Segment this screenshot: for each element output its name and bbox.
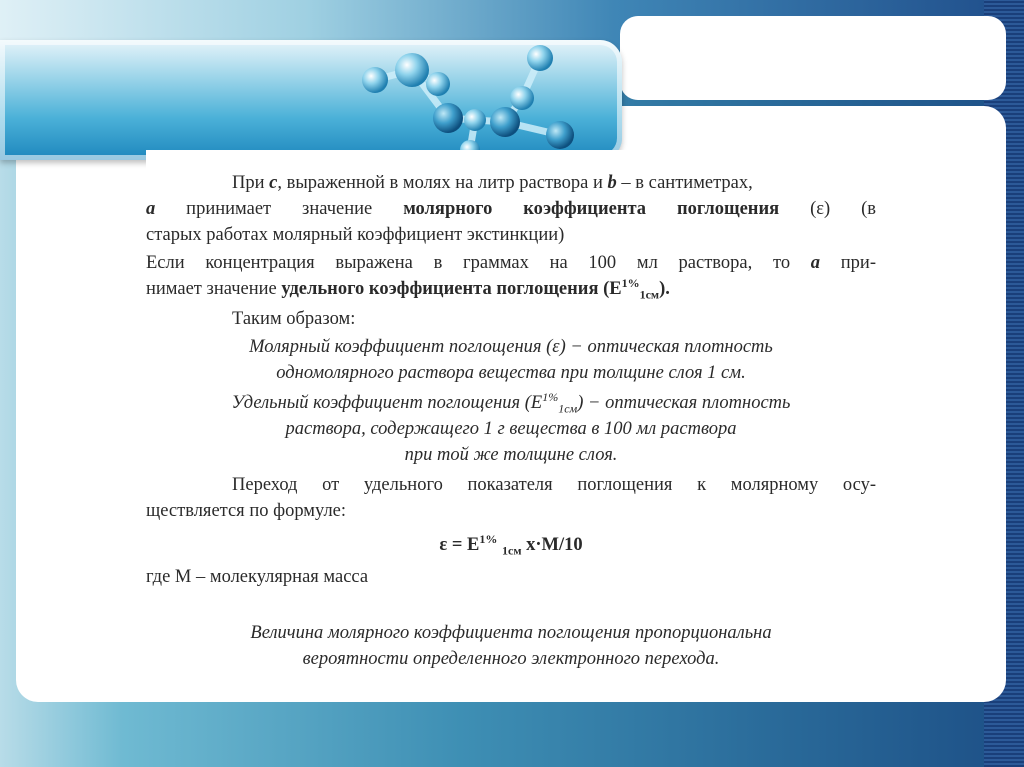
paragraph-specific-line1: Если концентрация выражена в граммах на 100 мл раствора, то a при- xyxy=(146,253,876,273)
paragraph-transition-line1: Переход от удельного показателя поглощения к молярному осу- xyxy=(232,475,876,495)
paragraph-transition-line2: ществляется по формуле: xyxy=(146,501,347,521)
paragraph-specific-line2: нимает значение удельного коэффициента поглощения $(Е^{1\%}_{1см})$. xyxy=(146,275,670,302)
conclusion-line2: вероятности определенного электронного перехода. xyxy=(302,649,720,669)
paragraph-molar-line1: При c, выраженной в молях на литр раствора и b – в сантиметрах, xyxy=(232,173,753,193)
definition-specific-line2: раствора, содержащего 1 г вещества в 100 мл раствора xyxy=(285,419,737,439)
paragraph-molecular-mass: где М – молекулярная масса xyxy=(146,567,369,587)
paragraph-molar-line3: старых работах молярный коэффициент экстинкции) xyxy=(146,225,565,245)
definition-molar-line2: одномолярного раствора вещества при толщине слоя 1 см. xyxy=(276,363,746,383)
paragraph-molar-line2: a принимает значение молярного коэффициента поглощения (ε) (в xyxy=(146,199,876,219)
header-white-bar xyxy=(620,16,1006,100)
definition-specific-line3: при той же толщине слоя. xyxy=(404,445,618,465)
molecule-icon xyxy=(0,40,622,160)
paragraph-thus: Таким образом: xyxy=(232,309,356,329)
conclusion-line1: Величина молярного коэффициента поглощения пропорциональна xyxy=(250,623,772,643)
formula: $\varepsilon = E^{1\%}$ $_{1см}$ x·M/10 xyxy=(439,531,583,558)
definition-molar-line1: Молярный коэффициент поглощения (ε) − оптическая плотность xyxy=(249,337,773,357)
document-page xyxy=(146,150,876,690)
definition-specific-line1: Удельный коэффициент поглощения $(Е^{1\%}_{1см})$ − оптическая плотность xyxy=(231,389,791,416)
molecule-banner xyxy=(0,40,622,160)
